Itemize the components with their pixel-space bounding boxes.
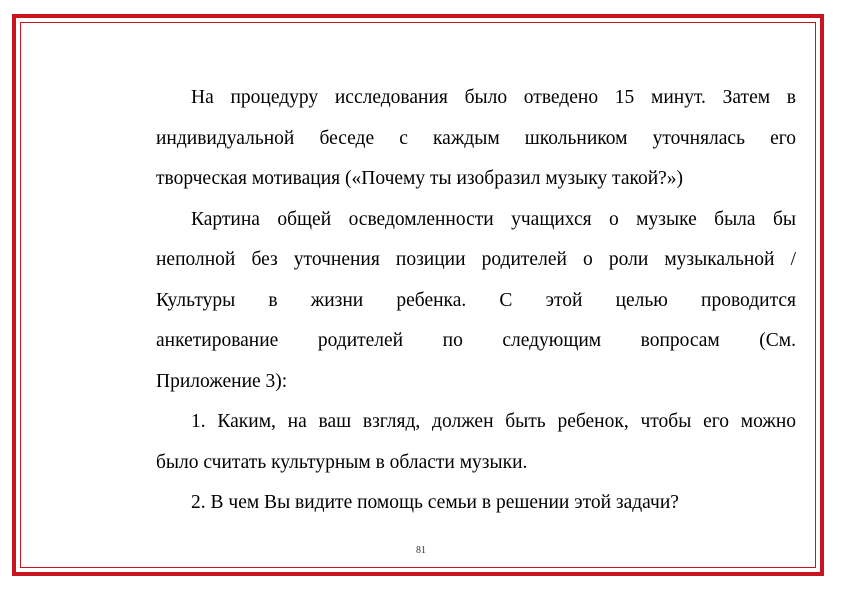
paragraph-research-procedure [156, 78, 796, 200]
paragraph-parents-position [156, 200, 796, 403]
text-line: анкетирование родителей по следующим вопросам (См. [156, 330, 796, 351]
text-line: индивидуальной беседе с каждым школьником уточнялась его [156, 127, 796, 149]
page-number: 81 [416, 545, 426, 556]
text-line: Приложение 3): [156, 370, 288, 392]
paragraph-question-1 [156, 402, 796, 483]
text-line: неполной без уточнения позиции родителей о роли музыкальной / [156, 249, 796, 270]
paragraph-question-2 [156, 483, 796, 524]
text-line: было считать культурным в области музыки. [156, 451, 528, 473]
text-line: На процедуру исследования было отведено 15 минут. Затем в [191, 87, 796, 108]
text-line: 2. В чем Вы видите помощь семьи в решении этой задачи? [191, 492, 679, 513]
text-line: Культуры в жизни ребенка. С этой целью проводится [156, 289, 796, 311]
text-line: Картина общей осведомленности учащихся о музыке была бы [191, 208, 796, 230]
text-line: 1. Каким, на ваш взгляд, должен быть ребенок, чтобы его можно [191, 411, 796, 432]
document-body [156, 78, 796, 524]
text-line: творческая мотивация («Почему ты изобразил музыку такой?») [156, 168, 684, 189]
